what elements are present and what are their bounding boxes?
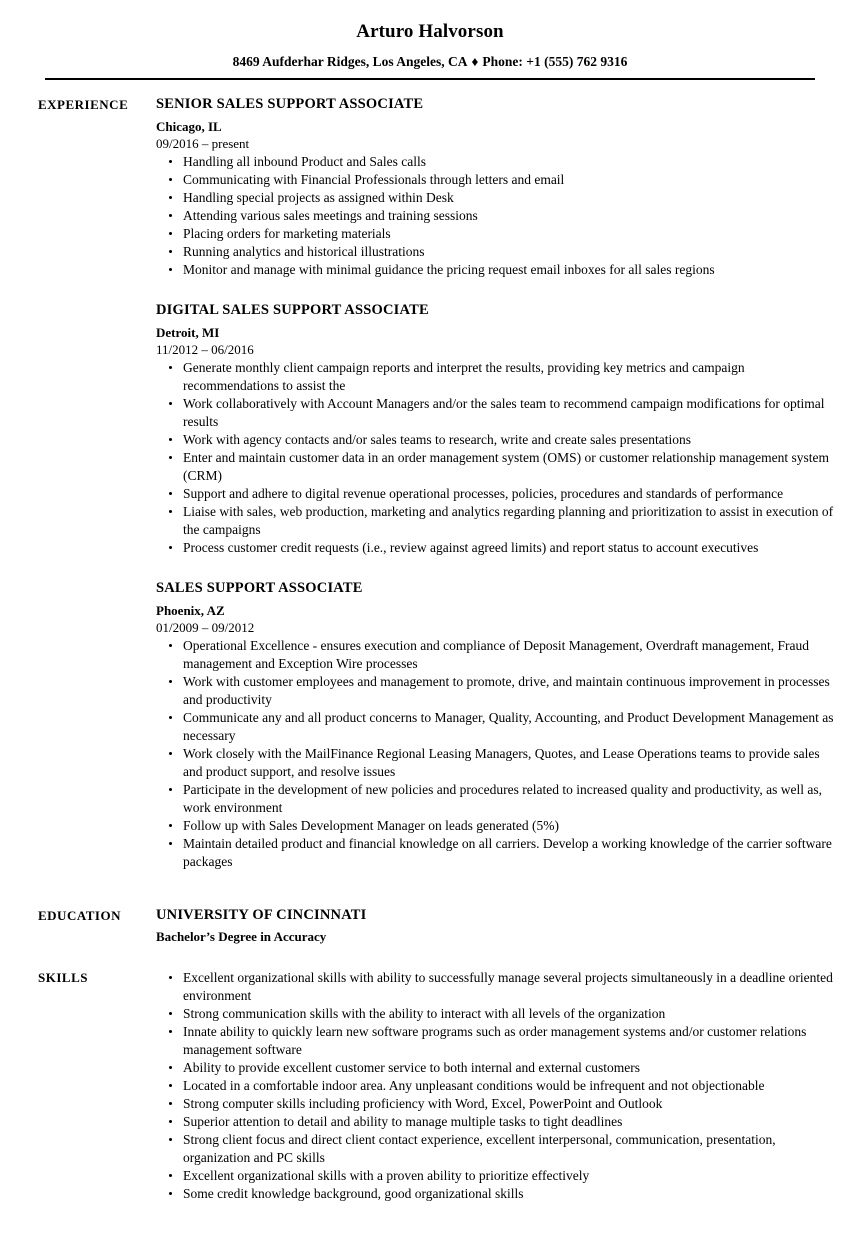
skill-bullet: Excellent organizational skills with a proven ability to prioritize effectively (156, 1167, 835, 1185)
job-bullet: Maintain detailed product and financial knowledge on all carriers. Develop a working knowledge of the carrier software packages (156, 835, 835, 871)
job-bullet: Placing orders for marketing materials (156, 225, 835, 243)
job-bullet: Monitor and manage with minimal guidance the pricing request email inboxes for all sales regions (156, 261, 835, 279)
job-bullet-list (156, 153, 835, 279)
job-location: Phoenix, AZ (156, 603, 225, 618)
skill-bullet: Ability to provide excellent customer service to both internal and external customers (156, 1059, 835, 1077)
job-bullet: Handling all inbound Product and Sales calls (156, 153, 835, 171)
skills-entries (156, 968, 835, 1203)
job-bullet: Participate in the development of new policies and procedures related to increased quality and productivity, as well as, work environment (156, 781, 835, 817)
job-bullet: Operational Excellence - ensures execution and compliance of Deposit Management, Overdraft management, Fraud management and Exception Wire processes (156, 637, 835, 673)
job-bullet: Follow up with Sales Development Manager on leads generated (5%) (156, 817, 835, 835)
job-bullet-list (156, 637, 835, 871)
skill-bullet: Located in a comfortable indoor area. Any unpleasant conditions would be infrequent and not objectionable (156, 1077, 835, 1095)
job-bullet: Handling special projects as assigned within Desk (156, 189, 835, 207)
job-bullet: Process customer credit requests (i.e., review against agreed limits) and report status to account executives (156, 539, 835, 557)
candidate-name: Arturo Halvorson (356, 21, 504, 42)
education-section-label: EDUCATION (38, 908, 121, 923)
job-bullet: Enter and maintain customer data in an order management system (OMS) or customer relationship management system (CRM) (156, 449, 835, 485)
job-title: SENIOR SALES SUPPORT ASSOCIATE (156, 96, 424, 112)
job-bullet: Work with customer employees and management to promote, drive, and maintain continuous improvement in processes and productivity (156, 673, 835, 709)
education-degree: Bachelor’s Degree in Accuracy (156, 929, 327, 944)
job-title: SALES SUPPORT ASSOCIATE (156, 580, 363, 596)
job-bullet: Running analytics and historical illustrations (156, 243, 835, 261)
experience-section-label: EXPERIENCE (38, 97, 129, 112)
resume-header (0, 0, 860, 80)
skills-section-label: SKILLS (38, 970, 88, 985)
job-dates: 01/2009 – 09/2012 (156, 620, 255, 635)
education-section (0, 906, 860, 946)
job-title: DIGITAL SALES SUPPORT ASSOCIATE (156, 302, 429, 318)
diamond-separator-icon: ♦ (471, 54, 479, 69)
job-bullet: Communicate any and all product concerns to Manager, Quality, Accounting, and Product Development Management as necessary (156, 709, 835, 745)
skill-bullet: Excellent organizational skills with ability to successfully manage several projects simultaneously in a deadline oriented environment (156, 969, 835, 1005)
job-dates: 09/2016 – present (156, 136, 250, 151)
job-location: Detroit, MI (156, 325, 220, 340)
header-divider (45, 78, 815, 80)
job-bullet: Generate monthly client campaign reports and interpret the results, providing key metrics and campaign recommendations to assist the (156, 359, 835, 395)
education-entry (156, 906, 835, 946)
experience-entry (156, 579, 835, 871)
skill-bullet: Strong computer skills including proficiency with Word, Excel, PowerPoint and Outlook (156, 1095, 835, 1113)
experience-section (0, 95, 860, 871)
skills-section (0, 968, 860, 1203)
skill-bullet: Innate ability to quickly learn new software programs such as order management systems and/or customer relations management software (156, 1023, 835, 1059)
skill-bullet: Strong client focus and direct client contact experience, excellent interpersonal, communication, presentation, organization and PC skills (156, 1131, 835, 1167)
skill-bullet: Some credit knowledge background, good organizational skills (156, 1185, 835, 1203)
job-bullet: Work with agency contacts and/or sales teams to research, write and create sales presentations (156, 431, 835, 449)
skill-bullet: Strong communication skills with the ability to interact with all levels of the organization (156, 1005, 835, 1023)
job-bullet: Work collaboratively with Account Managers and/or the sales team to recommend campaign modifications for optimal results (156, 395, 835, 431)
experience-entry (156, 95, 835, 279)
job-location: Chicago, IL (156, 119, 222, 134)
contact-address: 8469 Aufderhar Ridges, Los Angeles, CA (232, 54, 468, 69)
experience-entries (156, 95, 835, 871)
job-bullet: Support and adhere to digital revenue operational processes, policies, procedures and standards of performance (156, 485, 835, 503)
skills-bullet-list (156, 969, 835, 1203)
education-entries (156, 906, 835, 946)
job-bullet-list (156, 359, 835, 557)
job-dates: 11/2012 – 06/2016 (156, 342, 254, 357)
skill-bullet: Superior attention to detail and ability to manage multiple tasks to tight deadlines (156, 1113, 835, 1131)
experience-entry (156, 301, 835, 557)
job-bullet: Attending various sales meetings and training sessions (156, 207, 835, 225)
job-bullet: Communicating with Financial Professionals through letters and email (156, 171, 835, 189)
education-school: UNIVERSITY OF CINCINNATI (156, 907, 367, 923)
contact-phone: Phone: +1 (555) 762 9316 (482, 54, 628, 69)
contact-line (0, 52, 860, 72)
job-bullet: Liaise with sales, web production, marketing and analytics regarding planning and prioritization to assist in execution of the campaigns (156, 503, 835, 539)
job-bullet: Work closely with the MailFinance Regional Leasing Managers, Quotes, and Lease Operations teams to provide sales and product support, and resolve issues (156, 745, 835, 781)
